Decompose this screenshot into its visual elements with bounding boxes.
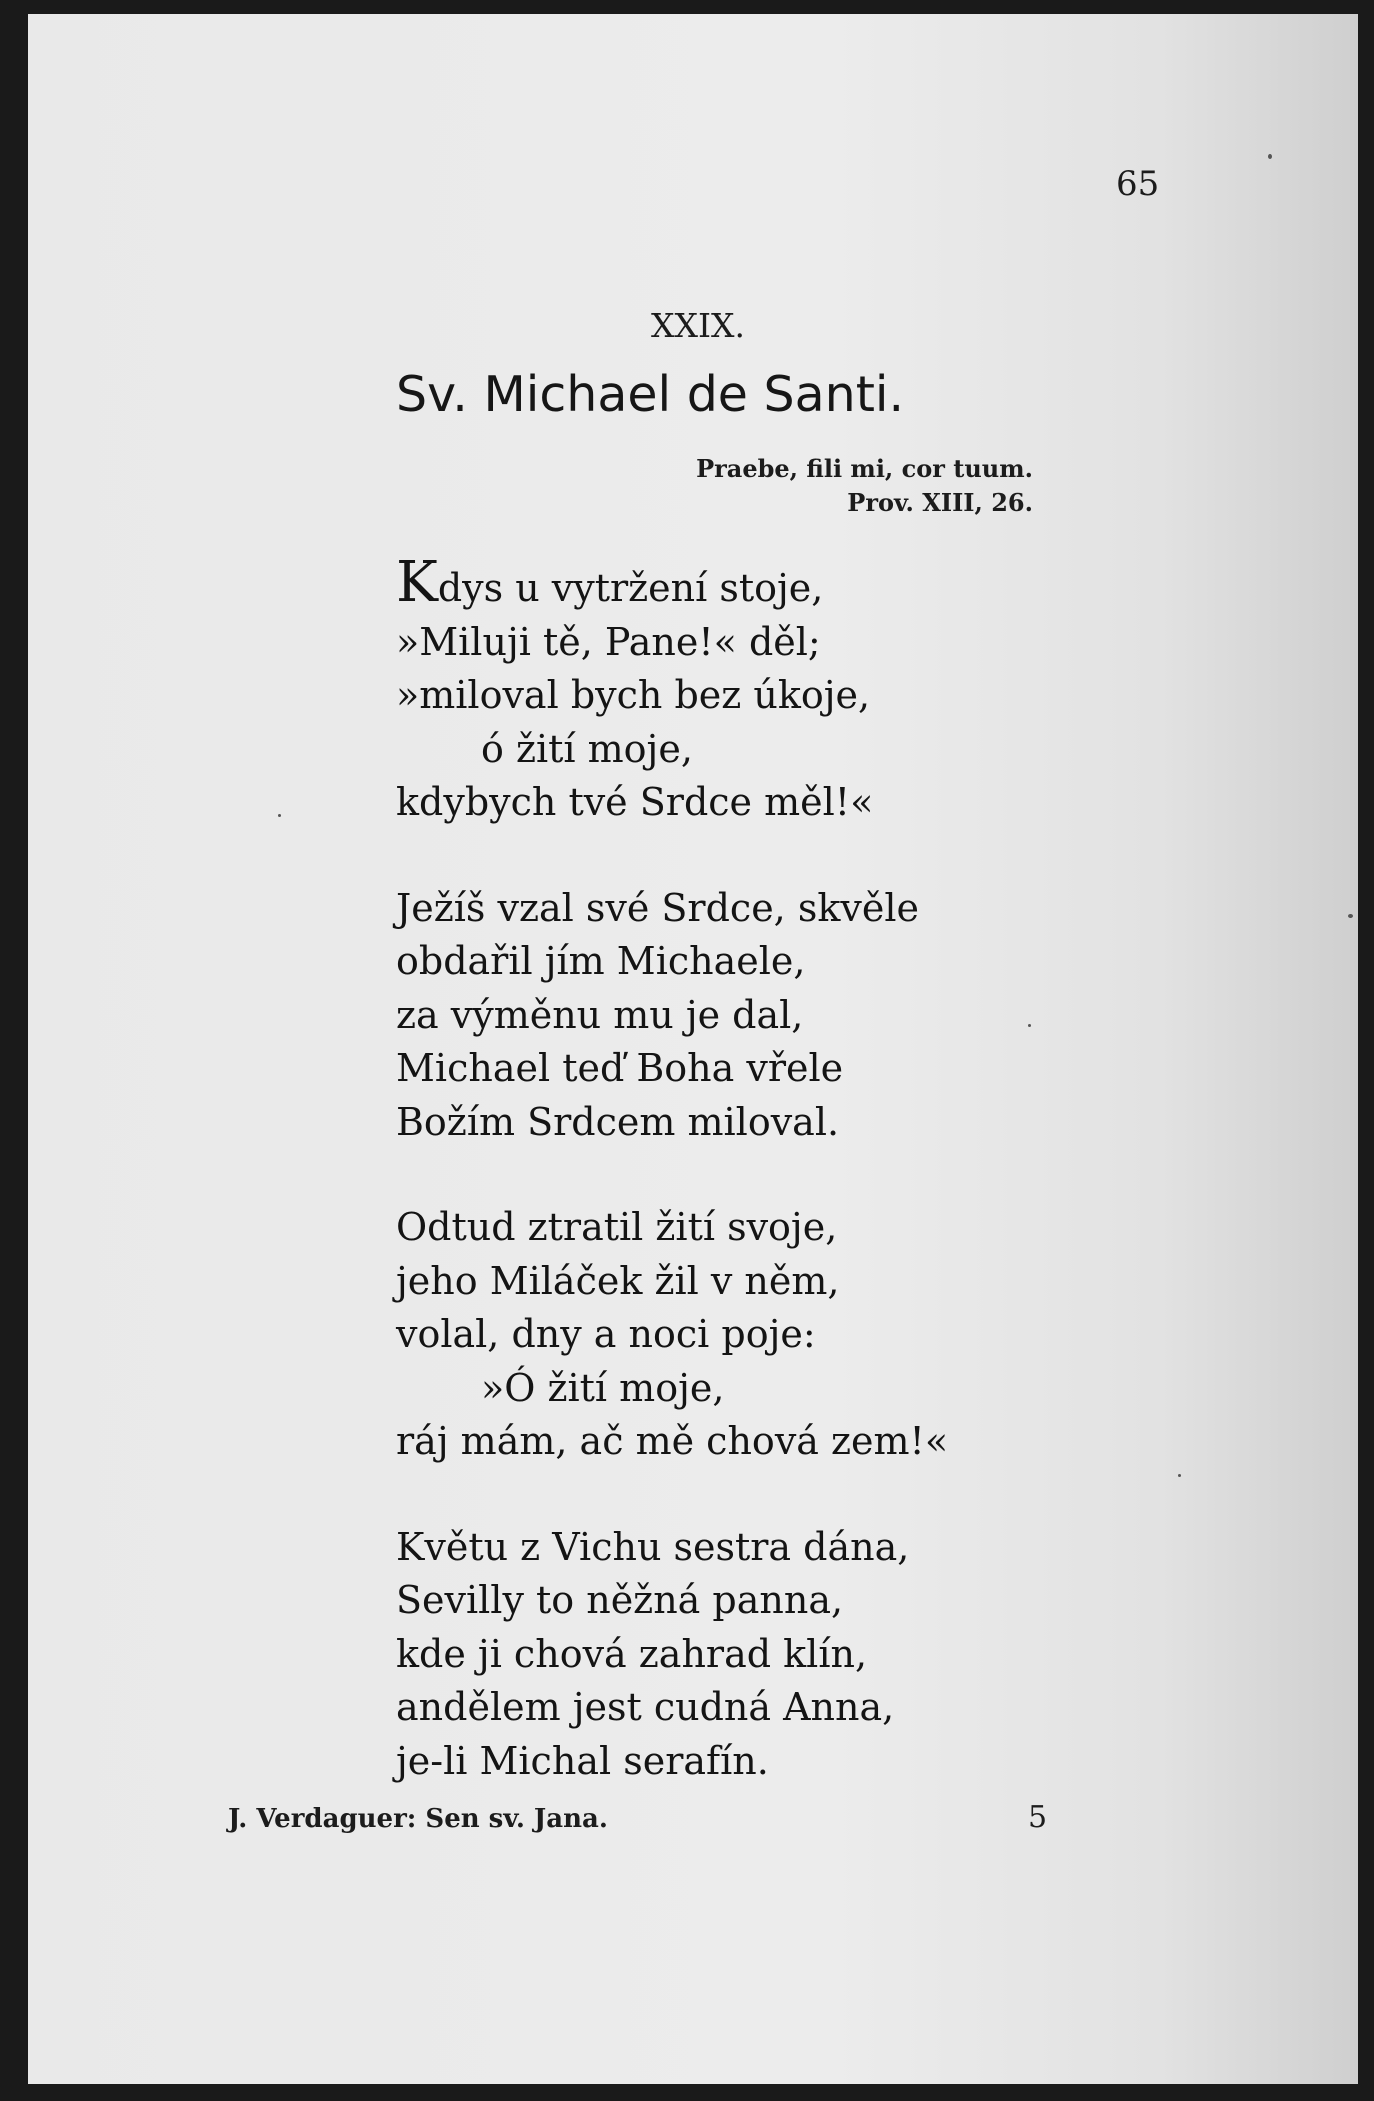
poem-line: Sevilly to něžná panna, [396,1578,844,1622]
poem-line: volal, dny a noci poje: [396,1312,816,1356]
drop-cap: K [396,550,438,615]
chapter-number: XXIX. [650,306,745,345]
print-speck [1268,154,1272,159]
poem-line: »Ó žití moje, [481,1365,725,1410]
poem-line: ráj mám, ač mě chová zem!« [396,1419,949,1463]
poem-line: kde ji chová zahrad klín, [396,1631,868,1676]
poem-line-text: dys u vytržení stoje, [437,566,824,610]
poem-line: andělem jest cudná Anna, [396,1685,895,1729]
stanza-2 [396,882,948,1150]
poem [396,550,949,1840]
stanza-4 [396,1521,948,1789]
poem-line: Ježíš vzal své Srdce, skvěle [396,885,919,930]
poem-line [396,550,948,616]
print-speck [1348,914,1353,918]
epigraph-quote: Praebe, fili mi, cor tuum. [696,454,1033,483]
epigraph-reference: Prov. XIII, 26. [847,488,1033,517]
poem-line: »miloval bych bez úkoje, [396,673,871,717]
stanza-1 [396,550,948,830]
poem-line: »Miluji tě, Pane!« děl; [396,619,821,664]
page-title: Sv. Michael de Santi. [396,366,905,423]
print-speck [1178,1474,1181,1477]
poem-line: kdybych tvé Srdce měl!« [396,780,874,824]
poem-line: Květu z Vichu sestra dána, [396,1524,910,1569]
poem-line: Odtud ztratil žití svoje, [396,1205,838,1249]
print-speck [278,814,281,817]
book-page [28,14,1358,2084]
poem-line: ó žití moje, [481,726,693,771]
poem-line: obdařil jím Michaele, [396,939,806,983]
page-number: 65 [1116,164,1160,204]
poem-line: Michael teď Boha vřele [396,1046,844,1090]
footer-sheet-number: 5 [1028,1800,1048,1835]
epigraph [633,452,1033,520]
poem-line: jeho Miláček žil v něm, [396,1258,840,1303]
poem-line: za výměnu mu je dal, [396,992,804,1037]
footer-signature: J. Verdaguer: Sen sv. Jana. [228,1804,608,1834]
poem-line: Božím Srdcem miloval. [396,1099,840,1144]
poem-line: je-li Michal serafín. [396,1738,769,1783]
stanza-3 [396,1201,948,1469]
print-speck [1028,1024,1031,1027]
